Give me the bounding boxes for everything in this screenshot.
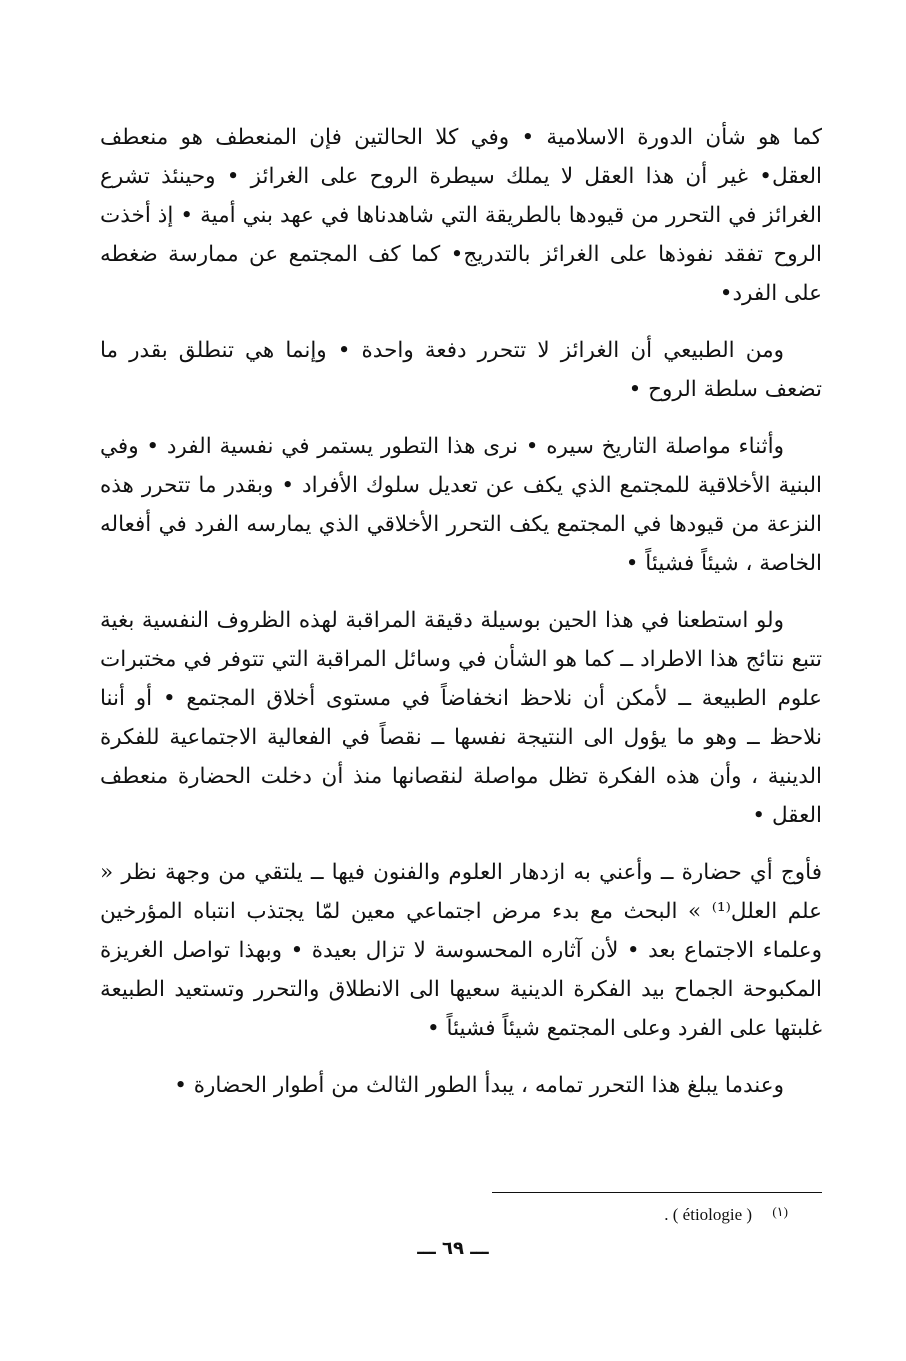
footnote xyxy=(664,1204,788,1225)
footnote-divider xyxy=(492,1192,822,1193)
paragraph-4: ولو استطعنا في هذا الحين بوسيلة دقيقة المراقبة لهذه الظروف النفسية بغية تتبع نتائج هذا الاطراد ــ كما هو الشأن في وسائل المراقبة التي تتوفر في مختبرات علوم الطبيعة ــ لأمكن أن نلاحظ انخفاضاً في مستوى أخلاق المجتمع • أو أننا نلاحظ ــ وهو ما يؤول الى النتيجة نفسها ــ نقصاً في الفعالية الاجتماعية للفكرة الدينية ، وأن هذه الفكرة تظل مواصلة لنقصانها منذ أن دخلت الحضارة منعطف العقل • xyxy=(100,608,822,828)
page-body xyxy=(100,118,822,1123)
paragraph-6: وعندما يبلغ هذا التحرر تمامه ، يبدأ الطور الثالث من أطوار الحضارة • xyxy=(174,1073,784,1098)
paragraph-2: ومن الطبيعي أن الغرائز لا تتحرر دفعة واحدة • وإنما هي تنطلق بقدر ما تضعف سلطة الروح • xyxy=(100,338,822,402)
footnote-text: . ( étiologie ) xyxy=(664,1205,753,1224)
footnote-marker: (١) xyxy=(772,1204,788,1219)
paragraph-5: فأوج أي حضارة ــ وأعني به ازدهار العلوم والفنون فيها ــ يلتقي من وجهة نظر « علم العلل⁽¹⁾ » البحث مع بدء مرض اجتماعي معين لمّا يجتذب انتباه المؤرخين وعلماء الاجتماع بعد • لأن آثاره المحسوسة لا تزال بعيدة • وبهذا تواصل الغريزة المكبوحة الجماح بيد الفكرة الدينية سعيها الى الانطلاق والتحرر وتستعيد الطبيعة غلبتها على الفرد وعلى المجتمع شيئاً فشيئاً • xyxy=(100,860,822,1041)
paragraph-3: وأثناء مواصلة التاريخ سيره • نرى هذا التطور يستمر في نفسية الفرد • وفي البنية الأخلاقية للمجتمع الذي يكف عن تعديل سلوك الأفراد • وبقدر ما تتحرر هذه النزعة من قيودها في المجتمع يكف التحرر الأخلاقي الذي يمارسه الفرد في أفعاله الخاصة ، شيئاً فشيئاً • xyxy=(100,434,822,576)
paragraph-1: كما هو شأن الدورة الاسلامية • وفي كلا الحالتين فإن المنعطف هو منعطف العقل• غير أن هذا العقل لا يملك سيطرة الروح على الغرائز • وحينئذ تشرع الغرائز في التحرر من قيودها بالطريقة التي شاهدناها في عهد بني أمية • إذ أخذت الروح تفقد نفوذها على الغرائز بالتدريج• كما كف المجتمع عن ممارسة ضغطه على الفرد• xyxy=(100,125,822,306)
page-number: ـــ ٦٩ ـــ xyxy=(417,1238,489,1259)
